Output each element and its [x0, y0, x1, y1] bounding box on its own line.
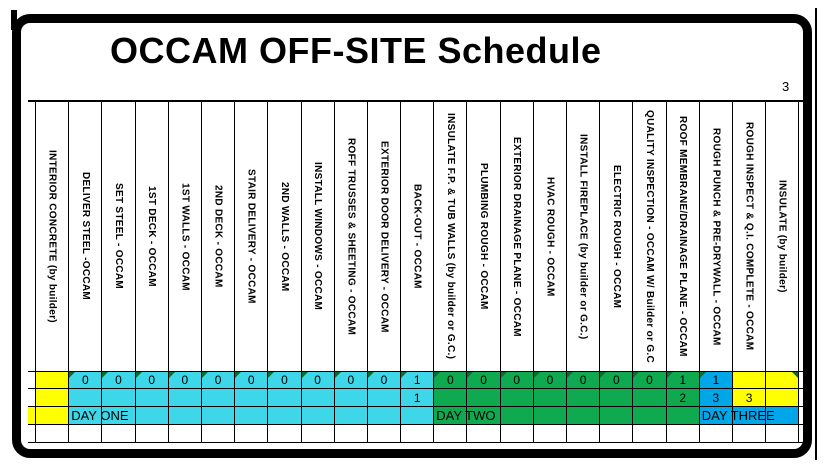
column-header — [534, 102, 567, 372]
schedule-cell — [567, 372, 600, 389]
schedule-title: OCCAM OFF-SITE Schedule — [110, 30, 602, 71]
cell-value: 0 — [314, 373, 321, 387]
column-header — [434, 102, 467, 372]
schedule-cell — [401, 425, 434, 442]
cell-value: 0 — [247, 373, 255, 387]
column-header-label: 2ND DECK - OCCAM — [212, 185, 224, 288]
column-header — [36, 102, 69, 372]
column-header-label: PLUMBING ROUGH - OCCAM — [478, 163, 490, 310]
day-cell — [633, 407, 666, 425]
day-cell — [36, 407, 69, 425]
schedule-cell — [235, 425, 268, 442]
schedule-cell — [633, 389, 666, 407]
schedule-cell — [667, 389, 700, 407]
column-header — [335, 102, 368, 372]
column-header — [501, 102, 534, 372]
error-indicator-icon — [534, 372, 540, 378]
schedule-cell — [501, 372, 534, 389]
error-indicator-icon — [792, 372, 798, 378]
grid-stub — [28, 102, 36, 372]
cell-value: 1 — [712, 373, 720, 387]
column-header-label: 2ND WALLS - OCCAM — [278, 181, 290, 292]
grid-stub — [28, 372, 36, 389]
schedule-cell — [202, 425, 235, 442]
cell-value: 3 — [745, 390, 753, 405]
schedule-cell — [434, 372, 467, 389]
schedule-cell — [633, 425, 666, 442]
schedule-cell — [766, 372, 799, 389]
schedule-cell — [36, 425, 69, 442]
schedule-cell — [534, 372, 567, 389]
grid-stub — [799, 372, 803, 389]
day-cell — [667, 407, 700, 425]
error-indicator-icon — [667, 372, 673, 378]
column-header — [102, 102, 135, 372]
cell-value: 0 — [480, 373, 487, 387]
day-cell — [202, 407, 235, 425]
error-indicator-icon — [368, 372, 374, 378]
column-header-label: SET STEEL - OCCAM — [112, 183, 124, 290]
error-indicator-icon — [501, 372, 507, 378]
error-indicator-icon — [401, 372, 407, 378]
column-header — [136, 102, 169, 372]
schedule-cell — [434, 389, 467, 407]
schedule-cell — [69, 389, 102, 407]
column-header-label: INSULATE (by builder) — [776, 180, 788, 293]
schedule-cell — [733, 389, 766, 407]
cell-value: 0 — [380, 373, 388, 387]
schedule-cell — [136, 425, 169, 442]
error-indicator-icon — [235, 372, 241, 378]
cell-value: 0 — [115, 373, 122, 387]
column-header-label: ROUGH INSPECT & Q.I. COMPLETE - OCCAM — [743, 122, 755, 351]
schedule-cell — [501, 425, 534, 442]
schedule-cell — [700, 425, 733, 442]
column-header-label: 1ST WALLS - OCCAM — [179, 182, 191, 291]
schedule-grid — [28, 100, 803, 443]
column-header-label: HVAC ROUGH - OCCAM — [544, 176, 556, 297]
schedule-cell — [733, 425, 766, 442]
cell-value: 2 — [679, 390, 686, 405]
error-indicator-icon — [302, 372, 308, 378]
error-indicator-icon — [467, 372, 473, 378]
schedule-cell — [401, 389, 434, 407]
column-header — [567, 102, 600, 372]
column-header-label: EXTERIOR DRAINAGE PLANE - OCCAM — [511, 136, 523, 337]
schedule-cell — [368, 389, 401, 407]
schedule-cell — [667, 372, 700, 389]
error-indicator-icon — [567, 372, 573, 378]
schedule-cell — [534, 425, 567, 442]
schedule-cell — [268, 425, 301, 442]
column-header — [169, 102, 202, 372]
cell-value: 0 — [447, 373, 454, 387]
column-header — [69, 102, 102, 372]
day-cell — [700, 407, 775, 425]
day-cell — [136, 407, 169, 425]
cell-value: 0 — [646, 373, 653, 387]
column-header-label: ELECTRIC ROUGH - OCCAM — [610, 164, 622, 309]
column-header-label: INSTALL WINDOWS - OCCAM — [312, 162, 324, 311]
error-indicator-icon — [169, 372, 175, 378]
schedule-cell — [401, 372, 434, 389]
column-header — [235, 102, 268, 372]
schedule-cell — [600, 425, 633, 442]
schedule-cell — [501, 389, 534, 407]
cell-value: 0 — [181, 373, 189, 387]
grid-stub — [28, 425, 36, 442]
schedule-cell — [136, 372, 169, 389]
column-header — [667, 102, 700, 372]
column-header-label: INSULATE F.P. & TUB WALLS (by builder or G.C.) — [444, 113, 456, 360]
schedule-cell — [467, 372, 500, 389]
schedule-cell — [434, 425, 467, 442]
column-header — [733, 102, 766, 372]
column-header — [700, 102, 733, 372]
schedule-cell — [368, 425, 401, 442]
schedule-cell — [136, 389, 169, 407]
schedule-cell — [600, 389, 633, 407]
error-indicator-icon — [102, 372, 108, 378]
day-cell — [235, 407, 268, 425]
day-cell — [302, 407, 335, 425]
schedule-cell — [169, 372, 202, 389]
column-header — [202, 102, 235, 372]
column-header — [600, 102, 633, 372]
day-cell — [169, 407, 202, 425]
day-cell — [69, 407, 129, 425]
day-cell — [268, 407, 301, 425]
column-header — [368, 102, 401, 372]
schedule-cell — [69, 425, 102, 442]
day-cell — [368, 407, 401, 425]
schedule-cell — [567, 389, 600, 407]
schedule-cell — [733, 372, 766, 389]
schedule-cell — [169, 389, 202, 407]
schedule-cell — [368, 372, 401, 389]
schedule-cell — [467, 389, 500, 407]
schedule-cell — [600, 372, 633, 389]
schedule-cell — [69, 372, 102, 389]
schedule-cell — [335, 372, 368, 389]
grid-stub — [799, 389, 803, 407]
column-header — [302, 102, 335, 372]
day-cell — [401, 407, 434, 425]
schedule-cell — [235, 389, 268, 407]
schedule-cell — [567, 425, 600, 442]
error-indicator-icon — [136, 372, 142, 378]
day-label: DAY ONE — [71, 408, 129, 423]
schedule-cell — [169, 425, 202, 442]
cell-value: 0 — [612, 373, 620, 387]
column-header-label: QUALITY INSPECTION - OCCAM W/ Builder or G.C — [643, 109, 655, 364]
column-header — [766, 102, 799, 372]
day-cell — [335, 407, 368, 425]
cell-value: 0 — [347, 373, 355, 387]
day-cell — [534, 407, 567, 425]
column-header-label: ROFF TRUSSES & SHEETING - OCCAM — [345, 137, 357, 336]
schedule-cell — [700, 389, 733, 407]
day-cell — [567, 407, 600, 425]
grid-stub — [799, 102, 803, 372]
frame-corner-mark — [11, 10, 17, 30]
error-indicator-icon — [69, 372, 75, 378]
cell-value: 3 — [712, 390, 720, 405]
cell-value: 0 — [579, 373, 587, 387]
column-header-label: ROUGH PUNCH & PRE-DRYWALL - OCCAM — [710, 127, 722, 346]
day-cell — [434, 407, 496, 425]
cell-value: 0 — [546, 373, 554, 387]
column-header-label: EXTERIOR DOOR DELIVERY - OCCAM — [378, 140, 390, 333]
schedule-cell — [467, 425, 500, 442]
cell-value: 1 — [413, 390, 421, 405]
schedule-cell — [268, 389, 301, 407]
cell-value: 0 — [81, 373, 89, 387]
grid-stub — [28, 407, 36, 425]
grid-stub — [28, 389, 36, 407]
grid-stub — [799, 425, 803, 442]
error-indicator-icon — [633, 372, 639, 378]
error-indicator-icon — [335, 372, 341, 378]
error-indicator-icon — [202, 372, 208, 378]
schedule-cell — [36, 389, 69, 407]
error-indicator-icon — [434, 372, 440, 378]
day-cell — [600, 407, 633, 425]
schedule-cell — [235, 372, 268, 389]
column-header-label: INSTALL FIREPLACE (by builder or G.C.) — [577, 133, 589, 340]
column-header-label: 1ST DECK - OCCAM — [146, 186, 158, 287]
schedule-cell — [766, 389, 799, 407]
schedule-cell — [36, 372, 69, 389]
cell-value: 0 — [281, 373, 288, 387]
schedule-cell — [302, 389, 335, 407]
schedule-cell — [335, 389, 368, 407]
column-header — [401, 102, 434, 372]
error-indicator-icon — [700, 372, 706, 378]
column-header-label: DELIVER STEEL -OCCAM — [79, 172, 91, 301]
schedule-cell — [667, 425, 700, 442]
schedule-cell — [268, 372, 301, 389]
schedule-cell — [302, 372, 335, 389]
schedule-cell — [202, 372, 235, 389]
day-label: DAY TWO — [436, 408, 496, 423]
cell-value: 1 — [413, 373, 421, 387]
schedule-cell — [633, 372, 666, 389]
cell-value: 0 — [148, 373, 155, 387]
schedule-cell — [102, 389, 135, 407]
schedule-cell — [302, 425, 335, 442]
schedule-cell — [102, 372, 135, 389]
schedule-cell — [534, 389, 567, 407]
column-header-label: ROOF MEMBRANE/DRAINAGE PLANE - OCCAM — [677, 116, 689, 357]
schedule-cell — [335, 425, 368, 442]
column-header-label: INTERIOR CONCRETE (by builder) — [46, 150, 58, 323]
column-header-label: STAIR DELIVERY - OCCAM — [245, 169, 257, 304]
column-header-label: BACK-OUT - OCCAM — [411, 184, 423, 289]
schedule-cell — [202, 389, 235, 407]
column-header — [268, 102, 301, 372]
schedule-cell — [766, 425, 799, 442]
page-number: 3 — [782, 79, 790, 94]
grid-stub — [799, 407, 803, 425]
day-cell — [501, 407, 534, 425]
column-header — [633, 102, 666, 372]
cell-value: 0 — [214, 373, 222, 387]
page-edge-line — [815, 8, 817, 460]
cell-value: 1 — [679, 373, 686, 387]
day-label: DAY THREE — [701, 408, 775, 423]
schedule-cell — [102, 425, 135, 442]
error-indicator-icon — [600, 372, 606, 378]
cell-value: 0 — [513, 373, 521, 387]
column-header — [467, 102, 500, 372]
error-indicator-icon — [268, 372, 274, 378]
schedule-cell — [700, 372, 733, 389]
